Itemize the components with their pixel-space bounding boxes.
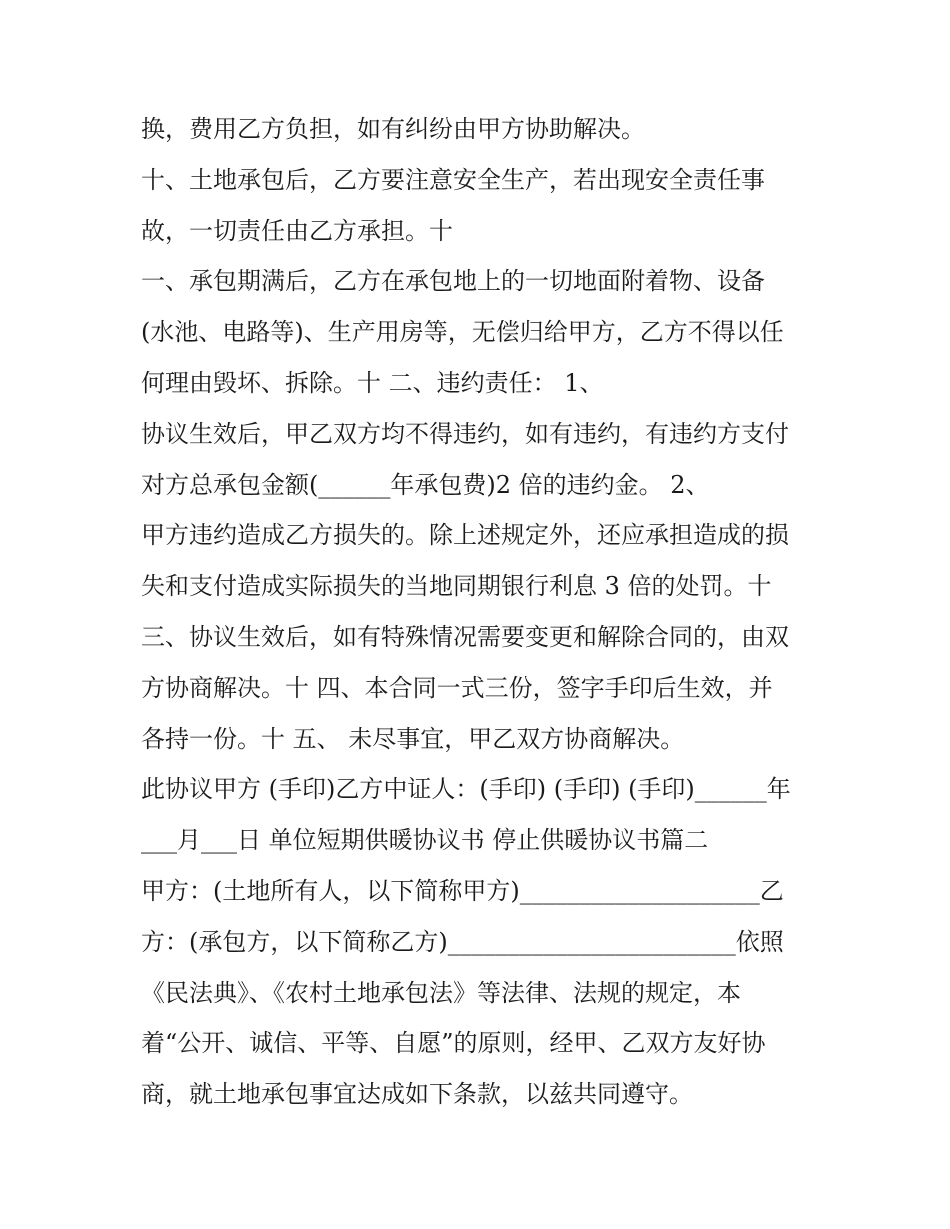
text-line: 甲方违约造成乙方损失的。除上述规定外，还应承担造成的损 xyxy=(141,521,789,550)
text-line: 商，就土地承包事宜达成如下条款，以兹共同遵守。 xyxy=(141,1080,693,1109)
text-line: 各持一份。十 五、 未尽事宜，甲乙双方协商解决。 xyxy=(141,724,685,753)
text-line: 换，费用乙方负担，如有纠纷由甲方协助解决。 xyxy=(141,115,645,143)
text-line: 故，一切责任由乙方承担。十 xyxy=(141,216,453,245)
text-line: 着“公开、诚信、平等、自愿”的原则，经甲、乙双方友好协 xyxy=(141,1029,766,1058)
text-line: 《民法典》、《农村土地承包法》等法律、法规的规定，本 xyxy=(141,978,741,1007)
contract-text xyxy=(141,104,821,1120)
text-line: 协议生效后，甲乙双方均不得违约，如有违约，有违约方支付 xyxy=(141,419,789,448)
text-line: 失和支付造成实际损失的当地同期银行利息 3 倍的处罚。十 xyxy=(141,572,772,601)
text-line: 一、承包期满后，乙方在承包地上的一切地面附着物、设备 xyxy=(141,267,765,296)
text-line: 何理由毁坏、拆除。十 二、违约责任： 1、 xyxy=(141,368,604,397)
text-line: 甲方：(土地所有人，以下简称甲方)____________________乙 xyxy=(141,876,784,905)
text-line: 方协商解决。十 四、本合同一式三份，签字手印后生效，并 xyxy=(141,673,773,702)
text-line: 此协议甲方 (手印)乙方中证人：(手印) (手印) (手印)______年 xyxy=(141,775,791,804)
text-line: (水池、电路等)、生产用房等，无偿归给甲方，乙方不得以任 xyxy=(141,318,784,347)
text-line: ___月___日 单位短期供暖协议书 停止供暖协议书篇二 xyxy=(141,826,709,855)
text-line: 三、协议生效后，如有特殊情况需要变更和解除合同的，由双 xyxy=(141,622,789,651)
text-line: 对方总承包金额(______年承包费)2 倍的违约金。 2、 xyxy=(141,470,710,499)
text-line: 十、土地承包后，乙方要注意安全生产，若出现安全责任事 xyxy=(141,165,765,194)
text-line: 方：(承包方，以下简称乙方)________________________依照 xyxy=(141,927,784,956)
